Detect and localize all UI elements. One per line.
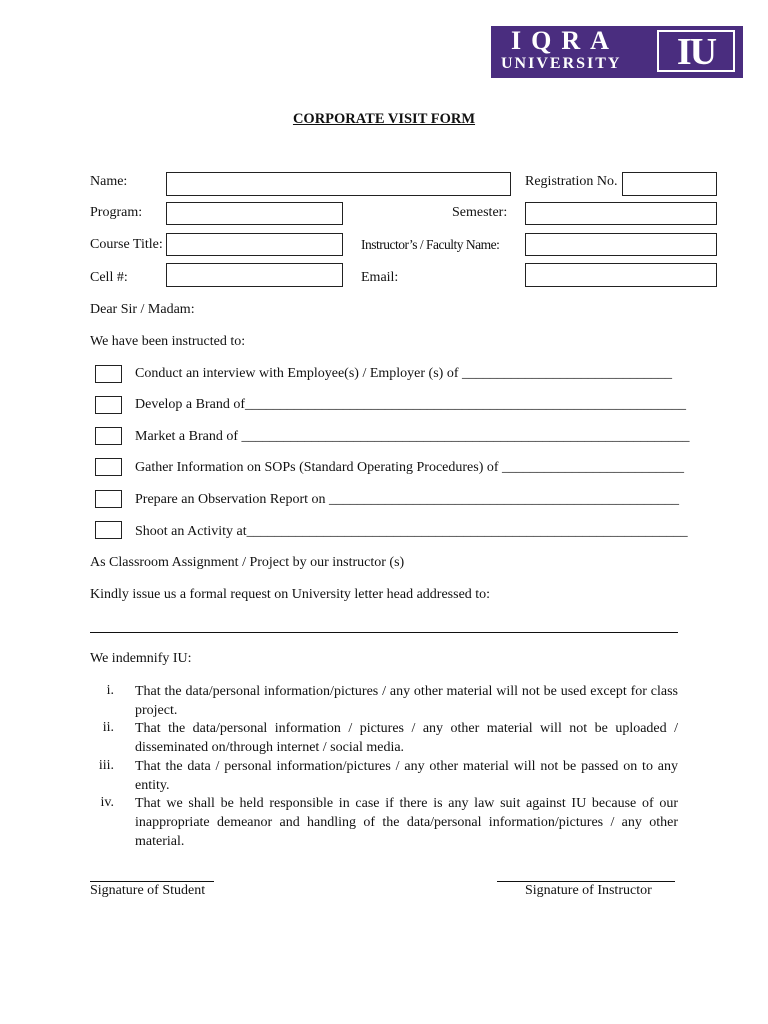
email-label: Email: xyxy=(361,270,399,285)
indemnity-text: That the data / personal information/pictures / any other material will not be passed on to any entity. xyxy=(135,759,678,793)
logo-iqra-text: IQRA xyxy=(511,26,619,55)
request-line: Kindly issue us a formal request on University letter head addressed to: xyxy=(90,587,491,602)
course-title-field[interactable] xyxy=(166,233,343,256)
cell-label: Cell #: xyxy=(90,270,128,285)
checkbox-gather-sops[interactable] xyxy=(95,458,122,476)
indemnity-text: That the data/personal information / pictures / any other material will not be uploaded / disseminated on/through internet / social media. xyxy=(135,721,678,755)
salutation: Dear Sir / Madam: xyxy=(90,302,195,317)
indemnity-text: That we shall be held responsible in case if there is any law suit against IU because of our inappropriate demeanor and handling of the data/personal information/pictures / any other material. xyxy=(135,796,678,849)
option-observation-report: Prepare an Observation Report on __________________________________________________ xyxy=(135,492,679,507)
instructed-intro: We have been instructed to: xyxy=(90,334,246,349)
indemnity-number: iv. xyxy=(100,795,114,810)
form-title: CORPORATE VISIT FORM xyxy=(292,111,476,127)
program-field[interactable] xyxy=(166,202,343,225)
instructor-signature-line[interactable] xyxy=(497,881,675,882)
program-label: Program: xyxy=(90,205,143,220)
instructor-signature-label: Signature of Instructor xyxy=(525,883,652,898)
iqra-university-logo xyxy=(491,26,743,78)
logo-university-text: UNIVERSITY xyxy=(501,55,622,72)
option-interview: Conduct an interview with Employee(s) / Employer (s) of ______________________________ xyxy=(135,366,672,381)
assignment-line: As Classroom Assignment / Project by our instructor (s) xyxy=(90,555,405,570)
checkbox-observation-report[interactable] xyxy=(95,490,122,508)
cell-field[interactable] xyxy=(166,263,343,287)
indemnity-number: iii. xyxy=(98,758,114,773)
option-gather-sops: Gather Information on SOPs (Standard Operating Procedures) of __________________________ xyxy=(135,460,685,475)
registration-field[interactable] xyxy=(622,172,717,196)
option-market-brand: Market a Brand of ________________________________________________________________ xyxy=(135,429,690,444)
option-develop-brand: Develop a Brand of_______________________________________________________________ xyxy=(135,397,687,412)
checkbox-market-brand[interactable] xyxy=(95,427,122,445)
checkbox-develop-brand[interactable] xyxy=(95,396,122,414)
name-field[interactable] xyxy=(166,172,511,196)
email-field[interactable] xyxy=(525,263,717,287)
indemnity-number: i. xyxy=(106,683,114,698)
indemnity-text: That the data/personal information/pictures / any other material will not be used except for class project. xyxy=(135,684,678,718)
instructor-label: Instructor’s / Faculty Name: xyxy=(361,237,500,252)
semester-field[interactable] xyxy=(525,202,717,225)
checkbox-shoot-activity[interactable] xyxy=(95,521,122,539)
student-signature-line[interactable] xyxy=(90,881,214,882)
instructor-field[interactable] xyxy=(525,233,717,256)
option-shoot-activity: Shoot an Activity at_______________________________________________________________ xyxy=(135,524,688,539)
logo-iu-mark: IU xyxy=(657,30,735,72)
registration-label: Registration No. xyxy=(525,174,618,189)
course-title-label: Course Title: xyxy=(90,237,163,252)
indemnify-intro: We indemnify IU: xyxy=(90,651,192,666)
semester-label: Semester: xyxy=(452,205,508,220)
addressee-blank-line[interactable] xyxy=(90,632,678,633)
indemnity-number: ii. xyxy=(102,720,114,735)
student-signature-label: Signature of Student xyxy=(90,883,206,898)
checkbox-interview[interactable] xyxy=(95,365,122,383)
name-label: Name: xyxy=(90,174,128,189)
